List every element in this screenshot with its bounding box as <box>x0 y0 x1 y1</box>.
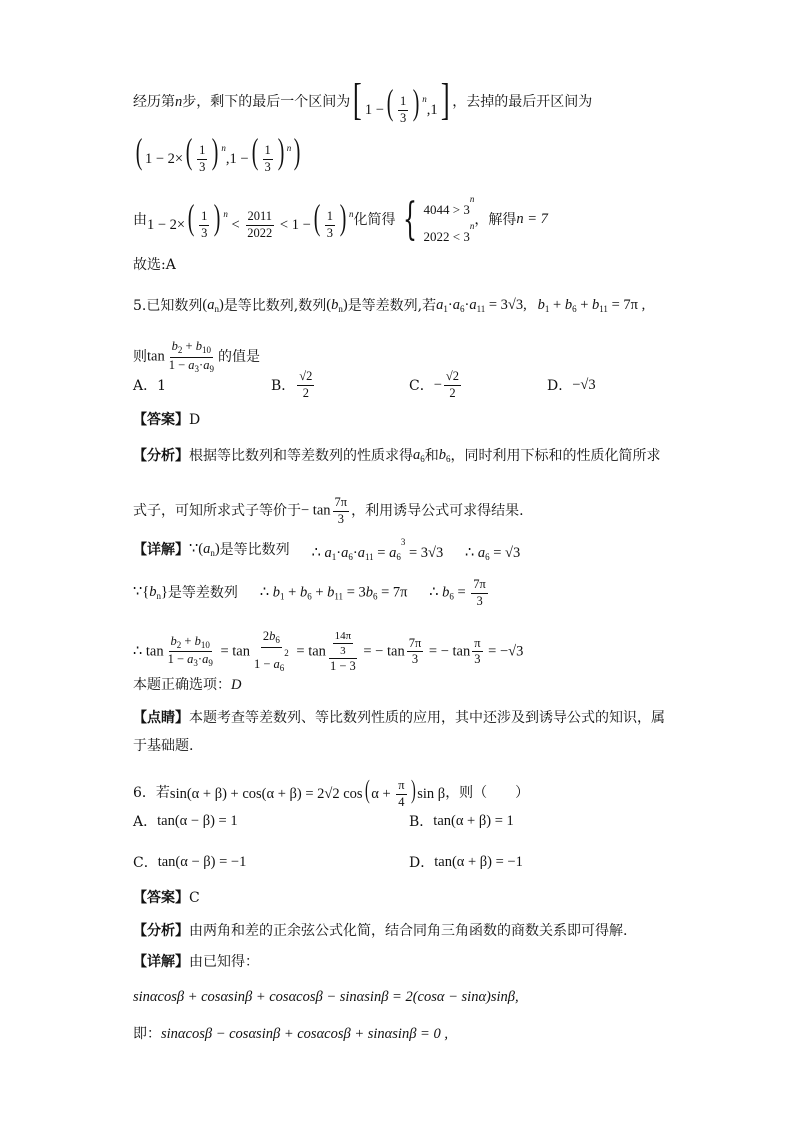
q6-equation-2: 即： sinαcosβ − cosαsinβ + cosαcosβ + sinαsinβ = 0 , <box>133 1026 448 1043</box>
q6-detail: 【详解】 由已知得： <box>133 954 259 970</box>
q6-choice-a[interactable]: A． tan(α − β) = 1 <box>133 812 238 830</box>
q5-analysis-2: 式子，可知所求式子等价于 − tan $\frac{7\pi}{3}$ ，利用诱导公式可求得结果. <box>133 495 524 526</box>
q6-choice-c[interactable]: C． tan(α − β) = −1 <box>133 853 247 871</box>
q5-analysis: 【分析】 根据等比数列和等差数列的性质求得 $a_6$ 和 $b_6$ ，同时利用下标和的性质化简所求 <box>133 447 661 464</box>
removed-interval-expr: ( 1 − 2×( $\frac{1}{3}$ ) $^n$,1 −( $\frac{1}{3}$ ) $^n$) <box>135 131 301 175</box>
q5-detail-2: $\because\{b_n\}$ 是等差数列 ∴ $b_1 + b_6 + b_{11} = 3b_6 = 7\pi$ ∴ $b_6$ = $\frac{7\pi}{3}$ <box>133 577 486 608</box>
q5-answer: 【答案】 D <box>133 412 201 428</box>
remaining-interval-expr: [ 1 −( $\frac{1}{3}$ ) $^n$,1] <box>353 75 450 126</box>
step-interval-line: 经历第 n 步，剩下的最后一个区间为 [ 1 −( $\frac{1}{3}$ ) $^n$,1] ，去掉的最后开区间为 <box>133 75 593 126</box>
q6-stem: 6．若 sin(α + β) + cos(α + β) = 2√2 cos( α + $\frac{\pi}{4}$ ) sin β ，则（ ） <box>133 775 530 810</box>
q5-detail-1: 【详解】 $\because(a_n)$ 是等比数列 ∴ $a_1\cdot a_6\cdot a_{11} = a_6^3 = 3√3$ ∴ $a_6 = √3$ <box>133 537 521 562</box>
inequality-line: 由 1 − 2×( $\frac{1}{3}$ ) $^n$ < $\frac{2011}{2022}$ < 1 −( $\frac{1}{3}$ ) $^n$ 化简得 { $4044 > 3^n$ $2022 < 3^n$ ，解得 n = 7 <box>133 193 548 245</box>
q5-choice-c[interactable]: C． − $\frac{√2}{2}$ <box>409 369 460 400</box>
q6-analysis: 【分析】 由两角和差的正余弦公式化简，结合同角三角函数的商数关系即可得解. <box>133 923 628 939</box>
q5-conclusion: 本题正确选项： D <box>133 677 242 694</box>
q5-comment-2: 于基础题. <box>133 738 194 754</box>
q5-comment: 【点睛】 本题考查等差数列、等比数列性质的应用，其中还涉及到诱导公式的知识，属 <box>133 710 665 726</box>
q5-choices <box>133 370 596 401</box>
q5-choice-a[interactable]: A．1 <box>133 378 167 395</box>
choose-a-line: 故选:A <box>133 257 176 273</box>
q6-answer: 【答案】 C <box>133 890 200 906</box>
q5-choice-b[interactable]: B． $\frac{√2}{2}$ <box>271 369 313 400</box>
q6-equation-1: sinαcosβ + cosαsinβ + cosαcosβ − sinαsinβ = 2(cosα − sinα)sinβ, <box>133 989 519 1005</box>
q6-choice-d[interactable]: D． tan(α + β) = −1 <box>409 853 523 871</box>
q5-stem-2: 则 tan $\frac{b_2 + b_{10}}{1 - a_3\cdot a_9}$ 的值是 <box>133 339 260 374</box>
q6-choices-row1 <box>133 811 514 831</box>
q5-stem: 5.已知数列 $(a_n)$ 是等比数列,数列 $(b_n)$ 是等差数列,若 $a_1\cdot a_6\cdot a_{11} = 3√3$, $b_1 + b_6 + b_{11} = 7\pi$ , <box>133 297 646 314</box>
q6-choice-b[interactable]: B． tan(α + β) = 1 <box>409 812 514 830</box>
q5-choice-d[interactable]: D． −√3 <box>547 376 596 395</box>
q5-detail-3: ∴ tan $\frac{b_2 + b_{10}}{1 - a_3\cdot a_9}$ = tan $\frac{2b_6}{1 - a_6^2}$ = tan $\frac{\frac{14\pi}{3}}{1 - 3}$ = − tan $\frac{7\pi}{3}$ = − tan $\frac{\pi}{3}$ = −√3 <box>133 629 524 674</box>
q6-choices-row2 <box>133 852 523 872</box>
